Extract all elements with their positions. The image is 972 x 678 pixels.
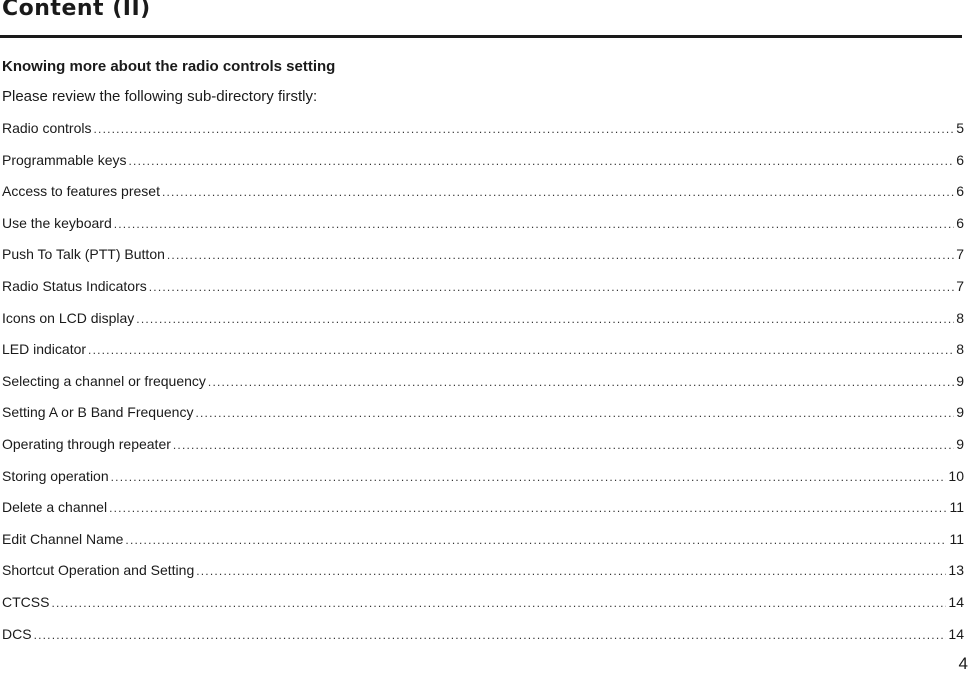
toc-entry-label: DCS [2, 625, 32, 642]
toc-entry-page: 5 [956, 120, 964, 136]
toc-entry[interactable] [2, 397, 964, 429]
toc-entry-label: Radio controls [2, 120, 92, 136]
dot-leader [167, 240, 954, 272]
toc-entry-page: 6 [956, 183, 964, 200]
toc-entry[interactable] [2, 145, 964, 177]
toc-entry[interactable] [2, 587, 964, 619]
dot-leader [125, 525, 947, 557]
toc-entry-page: 9 [956, 435, 964, 452]
dot-leader [114, 209, 954, 241]
toc-entry-page: 13 [948, 562, 964, 579]
section-heading: Knowing more about the radio controls setting [2, 58, 336, 75]
toc-entry-page: 8 [956, 341, 964, 358]
toc-entry-page: 7 [956, 246, 964, 263]
toc-entry[interactable] [2, 461, 964, 493]
toc-entry-page: 8 [956, 309, 964, 326]
toc-entry-page: 9 [956, 372, 964, 389]
dot-leader [109, 493, 947, 525]
toc-entry-label: Radio Status Indicators [2, 277, 147, 294]
toc-entry-label: Icons on LCD display [2, 309, 135, 326]
dot-leader [129, 146, 955, 178]
toc-entry[interactable] [2, 271, 964, 303]
dot-leader [162, 177, 954, 209]
toc-entry[interactable] [2, 303, 964, 335]
toc-entry[interactable] [2, 524, 964, 556]
toc-entry-page: 14 [948, 593, 964, 610]
toc-entry-page: 14 [948, 625, 964, 642]
toc-entry-label: CTCSS [2, 593, 50, 610]
toc-entry-label: Shortcut Operation and Setting [2, 562, 195, 579]
toc-entry[interactable] [2, 366, 964, 398]
toc-entry-page: 6 [956, 214, 964, 231]
toc-entry-page: 10 [948, 467, 964, 484]
toc-entry-label: Setting A or B Band Frequency [2, 404, 194, 421]
toc-entry-label: Edit Channel Name [2, 530, 124, 547]
dot-leader [208, 367, 954, 399]
toc-entry[interactable] [2, 113, 964, 145]
dot-leader [51, 588, 946, 620]
section-intro: Please review the following sub-directory firstly: [2, 88, 318, 105]
toc-entry-label: Programmable keys [2, 151, 127, 168]
toc-entry-label: LED indicator [2, 341, 87, 358]
dot-leader [196, 556, 946, 588]
toc-entry[interactable] [2, 208, 964, 240]
toc-entry[interactable] [2, 334, 964, 366]
dot-leader [94, 114, 955, 146]
toc-entry-label: Delete a channel [2, 499, 108, 516]
page-title: Content (II) [2, 0, 151, 21]
dot-leader [195, 398, 954, 430]
dot-leader [136, 304, 954, 336]
page-number: 4 [958, 654, 968, 673]
toc-entry-label: Operating through repeater [2, 435, 171, 452]
toc-entry-page: 11 [949, 530, 964, 547]
toc-entry-label: Use the keyboard [2, 214, 112, 231]
dot-leader [173, 430, 954, 462]
toc-entry-page: 7 [956, 277, 964, 294]
dot-leader [34, 620, 947, 652]
table-of-contents [2, 113, 964, 650]
toc-entry-label: Selecting a channel or frequency [2, 372, 206, 389]
header-divider [0, 35, 962, 38]
toc-entry[interactable] [2, 239, 964, 271]
toc-entry[interactable] [2, 555, 964, 587]
dot-leader [88, 335, 954, 367]
toc-entry-page: 6 [956, 151, 964, 168]
toc-entry-label: Access to features preset [2, 183, 160, 200]
dot-leader [111, 462, 947, 494]
toc-entry-page: 9 [956, 404, 964, 421]
toc-entry-page: 11 [949, 499, 964, 516]
toc-entry-label: Push To Talk (PTT) Button [2, 246, 165, 263]
toc-entry[interactable] [2, 176, 964, 208]
toc-entry[interactable] [2, 492, 964, 524]
toc-entry[interactable] [2, 429, 964, 461]
dot-leader [149, 272, 954, 304]
toc-entry[interactable] [2, 619, 964, 651]
toc-entry-label: Storing operation [2, 467, 109, 484]
